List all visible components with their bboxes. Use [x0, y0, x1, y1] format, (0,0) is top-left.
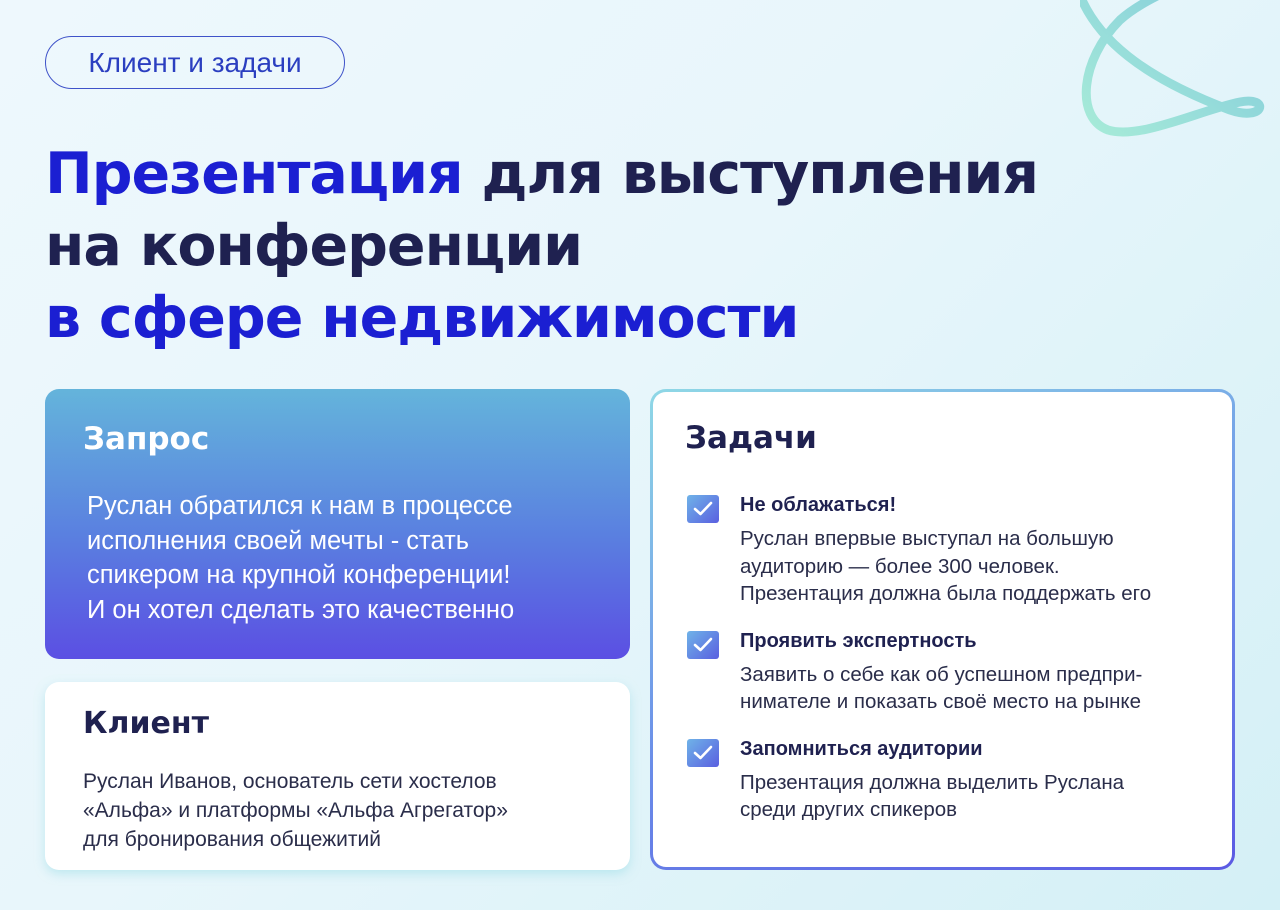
checkbox-checked-icon [687, 739, 719, 767]
tasks-heading: Задачи [685, 420, 817, 456]
client-card [45, 682, 630, 870]
request-line: И он хотел сделать это качественно [87, 595, 515, 624]
checkbox-checked-icon [687, 495, 719, 523]
title-highlight: Презентация [45, 141, 463, 207]
tasks-card-inner [653, 392, 1232, 867]
task-description [740, 769, 1200, 824]
client-heading: Клиент [83, 706, 209, 741]
task-item [685, 628, 1200, 716]
title-line-3: в сфере недвижимости [45, 285, 799, 351]
client-line: для бронирования общежитий [83, 828, 381, 851]
client-text [83, 767, 592, 854]
request-heading: Запрос [83, 421, 210, 457]
task-line: нимателе и показать своё место на рынке [740, 690, 1141, 713]
title-line-2: на конференции [45, 213, 583, 279]
task-item [685, 736, 1200, 824]
task-description [740, 525, 1200, 608]
request-line: спикером на крупной конференции! [87, 561, 511, 589]
task-line: Презентация должна была поддержать его [740, 582, 1152, 605]
title-line-1 [45, 138, 1038, 210]
task-line: Презентация должна выделить Руслана [740, 770, 1125, 794]
request-text [83, 489, 592, 627]
request-line: исполнения своей мечты - стать [87, 526, 470, 555]
task-item [685, 492, 1200, 608]
tasks-card [650, 389, 1235, 870]
client-line: Руслан Иванов, основатель сети хостелов [83, 770, 497, 793]
section-tag: Клиент и задачи [45, 36, 345, 89]
ribbon-swirl-decoration [1080, 0, 1280, 150]
task-line: Руслан впервые выступал на большую [740, 527, 1114, 550]
task-line: среди других спикеров [740, 798, 958, 821]
page-title [45, 138, 1038, 354]
request-line: Руслан обратился к нам в процессе [87, 492, 513, 520]
title-line-1-rest: для выступления [462, 141, 1038, 207]
task-description [740, 661, 1200, 716]
task-line: аудиторию — более 300 человек. [740, 554, 1060, 578]
task-title: Не облажаться! [740, 494, 897, 516]
task-line: Заявить о себе как об успешном предпри- [740, 662, 1143, 686]
task-title: Проявить экспертность [740, 629, 977, 652]
task-title: Запомниться аудитории [740, 737, 983, 760]
request-card [45, 389, 630, 659]
client-line: «Альфа» и платформы «Альфа Агрегатор» [83, 799, 508, 822]
checkbox-checked-icon [687, 631, 719, 659]
